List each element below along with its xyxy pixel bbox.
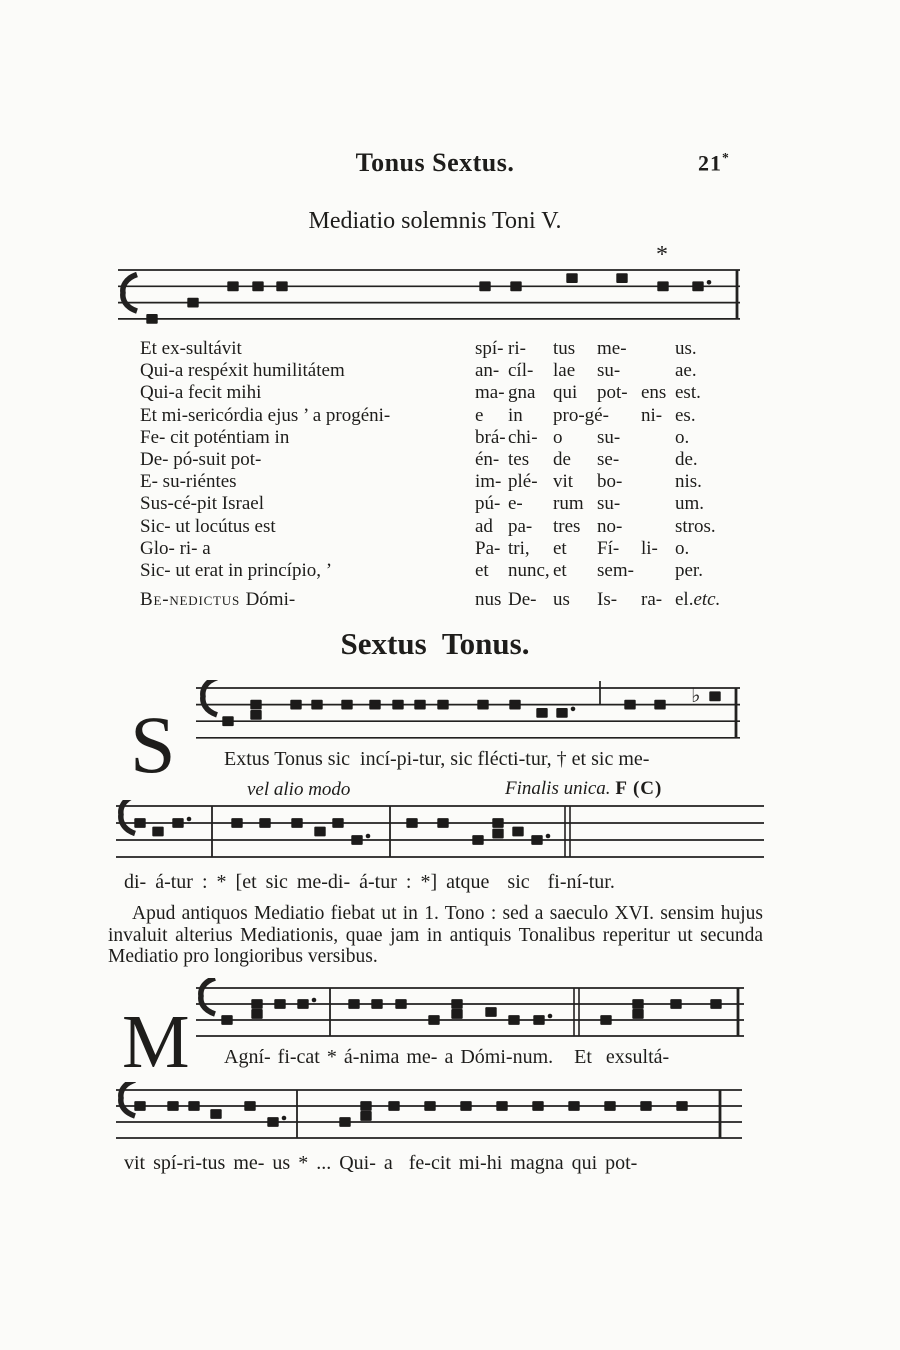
neume-note bbox=[692, 281, 703, 291]
neume-note bbox=[531, 835, 542, 845]
neume-note bbox=[508, 1015, 519, 1025]
etc-label: etc. bbox=[693, 589, 721, 611]
neume-note bbox=[251, 1009, 262, 1019]
neume-note bbox=[311, 700, 322, 710]
verse-syllable: um. bbox=[675, 493, 705, 515]
neume-note bbox=[632, 1009, 643, 1019]
verse-syllable: ra- bbox=[641, 589, 663, 611]
verse-syllable: el.etc. bbox=[675, 589, 721, 611]
verse-syllable: es. bbox=[675, 404, 696, 426]
verse-syllable: nunc, bbox=[508, 559, 550, 581]
neume-note bbox=[231, 818, 242, 828]
neume-note bbox=[492, 818, 503, 828]
verse-syllable: im- bbox=[475, 471, 502, 493]
verse-syllable: tres bbox=[553, 515, 581, 537]
mora-dot bbox=[312, 998, 317, 1003]
neume-note bbox=[437, 700, 448, 710]
verse-syllable: ni- bbox=[641, 404, 663, 426]
neume-note bbox=[472, 835, 483, 845]
verse-text: E- su-riéntes bbox=[140, 471, 237, 493]
neume-note bbox=[428, 1015, 439, 1025]
neume-note bbox=[259, 818, 270, 828]
verse-syllable: pú- bbox=[475, 493, 501, 515]
verse-row bbox=[140, 471, 720, 493]
verse-syllable: ad bbox=[475, 515, 493, 537]
verse-syllable: plé- bbox=[508, 471, 538, 493]
verse-syllable: se- bbox=[597, 448, 620, 470]
verse-syllable: cíl- bbox=[508, 360, 534, 382]
verse-syllable: o. bbox=[675, 426, 690, 448]
verse-syllable: spí- bbox=[475, 338, 504, 359]
verse-text: Et ex-sultávit bbox=[140, 338, 242, 359]
neume-note bbox=[392, 700, 403, 710]
neume-note bbox=[172, 818, 183, 828]
verse-syllable bbox=[641, 493, 675, 515]
neume-note bbox=[250, 700, 261, 710]
verse-syllable: us bbox=[553, 589, 570, 611]
neume-note bbox=[187, 298, 198, 308]
staff-exsultavit bbox=[116, 1082, 742, 1154]
verse-row bbox=[140, 338, 720, 360]
verse-syllable: et bbox=[475, 559, 489, 581]
verse-row bbox=[140, 382, 720, 404]
verse-syllable: nus bbox=[475, 589, 502, 611]
neume-note bbox=[188, 1101, 199, 1111]
verse-table bbox=[140, 338, 720, 611]
verse-syllable: pro-gé- bbox=[553, 404, 609, 426]
verse-syllable: su- bbox=[597, 360, 621, 382]
verse-syllable: ri- bbox=[508, 338, 526, 359]
verse-syllable: us. bbox=[675, 338, 697, 359]
verse-syllable: de bbox=[553, 448, 571, 470]
neume-note bbox=[251, 999, 262, 1009]
neume-note bbox=[371, 999, 382, 1009]
neume-note bbox=[512, 827, 523, 837]
chant-staff-exsultavit-container bbox=[116, 1082, 742, 1154]
verse-syllable: sem- bbox=[597, 559, 634, 581]
neume-note bbox=[360, 1111, 371, 1121]
neume-note bbox=[451, 1009, 462, 1019]
neume-note bbox=[314, 827, 325, 837]
neume-note bbox=[477, 700, 488, 710]
verse-syllable: de. bbox=[675, 448, 698, 470]
neume-note bbox=[485, 1007, 496, 1017]
chant-text-mediatur: di- á-tur : * [et sic me-di- á-tur : *] atque sic fi-ní-tur. bbox=[124, 871, 615, 893]
verse-text: Qui-a respéxit humilitátem bbox=[140, 360, 345, 382]
verse-syllable: et bbox=[553, 559, 567, 581]
commentary-paragraph: Apud antiquos Mediatio fiebat ut in 1. Tono : sed a saeculo XVI. sensim hujus invaluit alterius Mediationis, quae jam in antiquis Tonalibus reperitur ut secunda Mediatio pro longioribus versibus. bbox=[108, 903, 763, 967]
neume-note bbox=[533, 1015, 544, 1025]
page-title: Tonus Sextus. bbox=[355, 148, 515, 177]
verse-syllable: Is- bbox=[597, 589, 618, 611]
chant-text-magnificat: Agní- fi-cat * á-nima me- a Dómi-num. Et exsultá- bbox=[224, 1046, 670, 1068]
verse-syllable: ens bbox=[641, 382, 667, 404]
neume-note bbox=[388, 1101, 399, 1111]
neume-note bbox=[670, 999, 681, 1009]
verse-text: Et mi-sericórdia ejus ’ a progéni- bbox=[140, 404, 391, 426]
neume-note bbox=[134, 818, 145, 828]
neume-note bbox=[676, 1101, 687, 1111]
mora-dot bbox=[548, 1014, 553, 1019]
chant-staff-mediatur-container bbox=[116, 800, 764, 868]
neume-note bbox=[460, 1101, 471, 1111]
verse-syllable: me- bbox=[597, 338, 627, 359]
neume-note bbox=[297, 999, 308, 1009]
neume-note bbox=[437, 818, 448, 828]
chant-staff-mediatio-container bbox=[118, 246, 740, 332]
verse-syllable: chi- bbox=[508, 426, 538, 448]
neume-note bbox=[616, 273, 627, 283]
verse-syllable bbox=[641, 449, 675, 471]
c-clef-icon bbox=[203, 680, 217, 715]
neume-note bbox=[360, 1101, 371, 1111]
verse-syllable: ma- bbox=[475, 382, 505, 404]
neume-note bbox=[351, 835, 362, 845]
neume-note bbox=[348, 999, 359, 1009]
staff-mediatio bbox=[118, 246, 740, 332]
neume-note bbox=[566, 273, 577, 283]
verse-syllable: lae bbox=[553, 360, 576, 382]
verse-syllable: pot- bbox=[597, 382, 628, 404]
verse-text: De- pó-suit pot- bbox=[140, 448, 262, 470]
neume-note bbox=[604, 1101, 615, 1111]
verse-syllable: tri, bbox=[508, 537, 530, 559]
neume-note bbox=[369, 700, 380, 710]
neume-note bbox=[152, 827, 163, 837]
neume-note bbox=[709, 691, 720, 701]
verse-row bbox=[140, 516, 720, 538]
neume-note bbox=[414, 700, 425, 710]
verse-row bbox=[140, 493, 720, 515]
neume-note bbox=[536, 708, 547, 718]
neume-note bbox=[290, 700, 301, 710]
verse-syllable: o bbox=[553, 426, 563, 448]
neume-note bbox=[600, 1015, 611, 1025]
chant-text-exsultavit: vit spí-ri-tus me- us * ... Qui- a fe-cit mi-hi magna qui pot- bbox=[124, 1152, 638, 1174]
verse-syllable: pa- bbox=[508, 515, 533, 537]
verse-syllable: per. bbox=[675, 559, 703, 581]
neume-note bbox=[222, 716, 233, 726]
verse-syllable: su- bbox=[597, 493, 621, 515]
section-title-sextus: Sextus Tonus. bbox=[340, 626, 530, 661]
verse-text: Glo- ri- a bbox=[140, 537, 211, 559]
c-clef-icon bbox=[123, 275, 137, 312]
neume-note bbox=[167, 1101, 178, 1111]
verse-text: Qui-a fecit mihi bbox=[140, 382, 262, 404]
neume-note bbox=[210, 1109, 221, 1119]
page-number-value: 21 bbox=[698, 150, 722, 176]
verse-syllable: est. bbox=[675, 382, 701, 404]
verse-row bbox=[140, 360, 720, 382]
neume-note bbox=[252, 281, 263, 291]
neume-note bbox=[657, 281, 668, 291]
verse-syllable: Pa- bbox=[475, 537, 501, 559]
verse-syllable: gna bbox=[508, 382, 536, 404]
verse-syllable: no- bbox=[597, 515, 623, 537]
neume-note bbox=[710, 999, 721, 1009]
verse-syllable bbox=[641, 338, 675, 360]
mora-dot bbox=[366, 834, 371, 839]
verse-syllable: an- bbox=[475, 360, 500, 382]
neume-note bbox=[654, 700, 665, 710]
asterisk-mark: * bbox=[656, 246, 668, 268]
verse-row bbox=[140, 560, 720, 582]
neume-note bbox=[276, 281, 287, 291]
neume-note bbox=[510, 281, 521, 291]
verse-syllable: e- bbox=[508, 493, 523, 515]
neume-note bbox=[532, 1101, 543, 1111]
neume-note bbox=[244, 1101, 255, 1111]
neume-note bbox=[291, 818, 302, 828]
mora-dot bbox=[707, 280, 712, 285]
verse-text: Sic- ut erat in princípio, ’ bbox=[140, 559, 333, 581]
verse-syllable bbox=[641, 560, 675, 582]
verse-syllable: én- bbox=[475, 448, 500, 470]
verse-row bbox=[140, 405, 720, 427]
verse-syllable: vit bbox=[553, 471, 574, 493]
neume-note bbox=[632, 999, 643, 1009]
flat-icon: ♭ bbox=[691, 683, 701, 708]
neume-note bbox=[496, 1101, 507, 1111]
verse-syllable: ae. bbox=[675, 360, 697, 382]
verse-syllable: in bbox=[508, 404, 523, 426]
verse-row bbox=[140, 427, 720, 449]
verse-syllable: brá- bbox=[475, 426, 506, 448]
verse-syllable: nis. bbox=[675, 471, 702, 493]
neume-note bbox=[479, 281, 490, 291]
verse-syllable: De- bbox=[508, 589, 537, 611]
verse-text: Sus-cé-pit Israel bbox=[140, 493, 264, 515]
verse-syllable: su- bbox=[597, 426, 621, 448]
mora-dot bbox=[187, 817, 192, 822]
neume-note bbox=[568, 1101, 579, 1111]
page-number-asterisk: * bbox=[722, 150, 730, 165]
label-finalis-unica bbox=[505, 778, 662, 800]
label-finalis-pitch: F (C) bbox=[615, 778, 663, 799]
verse-row bbox=[140, 538, 720, 560]
verse-syllable bbox=[597, 405, 641, 427]
neume-note bbox=[451, 999, 462, 1009]
verse-syllable: stros. bbox=[675, 515, 716, 537]
neume-note bbox=[134, 1101, 145, 1111]
neume-note bbox=[267, 1117, 278, 1127]
neume-note bbox=[341, 700, 352, 710]
neume-note bbox=[339, 1117, 350, 1127]
verse-syllable bbox=[641, 360, 675, 382]
neume-note bbox=[509, 700, 520, 710]
verse-syllable: bo- bbox=[597, 471, 623, 493]
neume-note bbox=[556, 708, 567, 718]
verse-syllable bbox=[641, 427, 675, 449]
verse-syllable: tus bbox=[553, 338, 576, 359]
c-clef-icon bbox=[121, 1082, 135, 1116]
verse-syllable: et bbox=[553, 537, 567, 559]
label-finalis-italic: Finalis unica. bbox=[505, 778, 611, 799]
verse-text: Sic- ut locútus est bbox=[140, 515, 276, 537]
verse-syllable bbox=[641, 471, 675, 493]
verse-syllable: rum bbox=[553, 493, 584, 515]
verse-syllable: e bbox=[475, 404, 484, 426]
label-vel-alio-modo: vel alio modo bbox=[247, 779, 351, 800]
neume-note bbox=[274, 999, 285, 1009]
neume-note bbox=[146, 314, 157, 324]
verse-smallcaps: Be-nedictus bbox=[140, 589, 246, 611]
neume-note bbox=[640, 1101, 651, 1111]
neume-note bbox=[624, 700, 635, 710]
neume-note bbox=[406, 818, 417, 828]
drop-cap-initial-s: S bbox=[130, 699, 176, 790]
neume-note bbox=[492, 829, 503, 839]
neume-note bbox=[395, 999, 406, 1009]
verse-syllable: Fí- bbox=[597, 537, 620, 559]
chant-staff-magnificat-container bbox=[196, 978, 744, 1052]
c-clef-icon bbox=[121, 800, 135, 834]
section-title-mediatio: Mediatio solemnis Toni V. bbox=[308, 208, 562, 234]
mora-dot bbox=[282, 1116, 287, 1121]
drop-cap-initial-m: M bbox=[122, 1000, 190, 1084]
chant-text-intonation: Extus Tonus sic incí-pi-tur, sic flécti-tur, † et sic me- bbox=[224, 748, 650, 770]
neume-note bbox=[250, 710, 261, 720]
verse-row bbox=[140, 589, 720, 611]
neume-note bbox=[332, 818, 343, 828]
verse-text: Fe- cit poténtiam in bbox=[140, 426, 290, 448]
verse-syllable: qui bbox=[553, 382, 578, 404]
page-number bbox=[698, 150, 730, 176]
verse-syllable: li- bbox=[641, 537, 658, 559]
neume-note bbox=[227, 281, 238, 291]
staff-magnificat bbox=[196, 978, 744, 1052]
staff-mediatur bbox=[116, 800, 764, 868]
neume-note bbox=[221, 1015, 232, 1025]
neume-note bbox=[424, 1101, 435, 1111]
verse-text: Be-nedictus Dómi- bbox=[140, 589, 296, 611]
mora-dot bbox=[571, 707, 576, 712]
mora-dot bbox=[546, 834, 551, 839]
verse-syllable bbox=[641, 516, 675, 538]
verse-syllable: o. bbox=[675, 537, 690, 559]
verse-row bbox=[140, 449, 720, 471]
c-clef-icon bbox=[201, 978, 215, 1014]
verse-syllable: tes bbox=[508, 448, 530, 470]
